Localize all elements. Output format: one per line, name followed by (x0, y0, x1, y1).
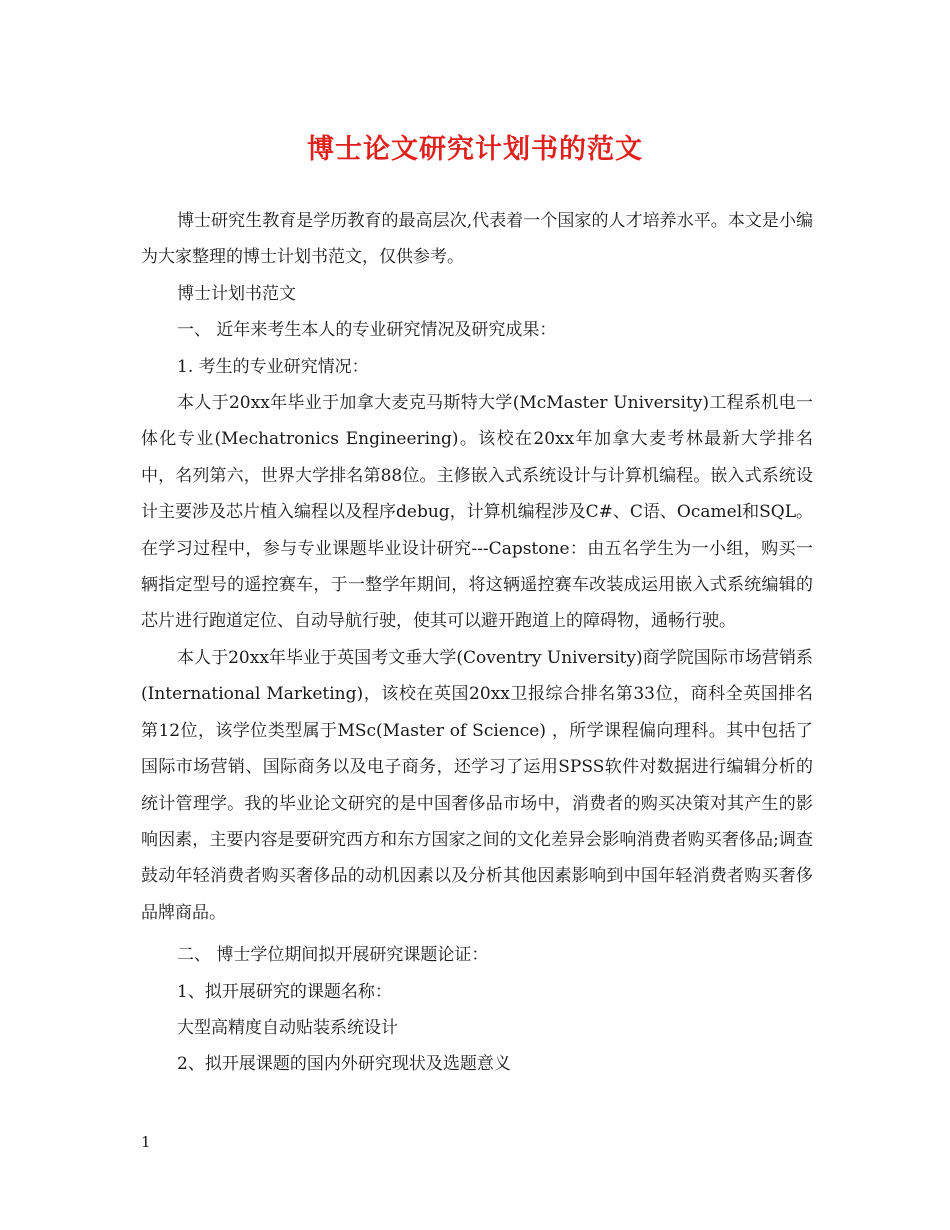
heading-part-two: 二、 博士学位期间拟开展研究课题论证： (177, 945, 489, 966)
subheading-research-significance: 2、拟开展课题的国内外研究现状及选题意义 (177, 1054, 511, 1075)
document-title: 博士论文研究计划书的范文 (307, 134, 643, 165)
document-body (141, 203, 813, 1083)
section-label: 博士计划书范文 (177, 283, 296, 304)
intro-paragraph: 博士研究生教育是学历教育的最高层次,代表着一个国家的人才培养水平。本文是小编为大家整理的博士计划书范文，仅供参考。 (141, 211, 813, 268)
subheading-research-status: 1. 考生的专业研究情况： (177, 356, 369, 377)
paragraph-coventry: 本人于20xx年毕业于英国考文垂大学(Coventry University)商学院国际市场营销系(International Marketing)，该校在英国20xx卫报综合排名第33位，商科全英国排名第12位，该学位类型属于MSc(Master of Science) ，所学课程偏向理科。其中包括了国际市场营销、国际商务以及电子商务，还学习了运用SPSS软件对数据进行编辑分析的统计管理学。我的毕业论文研究的是中国奢侈品市场中，消费者的购买决策对其产生的影响因素，主要内容是要研究西方和东方国家之间的文化差异会影响消费者购买奢侈品;调查鼓动年轻消费者购买奢侈品的动机因素以及分析其他因素影响到中国年轻消费者购买奢侈品牌商品。 (141, 647, 813, 923)
heading-part-one: 一、 近年来考生本人的专业研究情况及研究成果： (177, 320, 557, 341)
page-number: 1 (141, 1133, 151, 1151)
subheading-topic-name: 1、拟开展研究的课题名称： (177, 981, 392, 1002)
paragraph-mcmaster: 本人于20xx年毕业于加拿大麦克马斯特大学(McMaster University)工程系机电一体化专业(Mechatronics Engineering)。该校在20xx年加拿大麦考林最新大学排名中，名列第六，世界大学排名第88位。主修嵌入式系统设计与计算机编程。嵌入式系统设计主要涉及芯片植入编程以及程序debug，计算机编程涉及C#、C语、Ocamel和SQL。在学习过程中，参与专业课题毕业设计研究---Capstone：由五名学生为一小组，购买一辆指定型号的遥控赛车，于一整学年期间，将这辆遥控赛车改装成运用嵌入式系统编辑的芯片进行跑道定位、自动导航行驶，使其可以避开跑道上的障碍物，通畅行驶。 (141, 393, 813, 632)
topic-name: 大型高精度自动贴装系统设计 (177, 1017, 398, 1038)
